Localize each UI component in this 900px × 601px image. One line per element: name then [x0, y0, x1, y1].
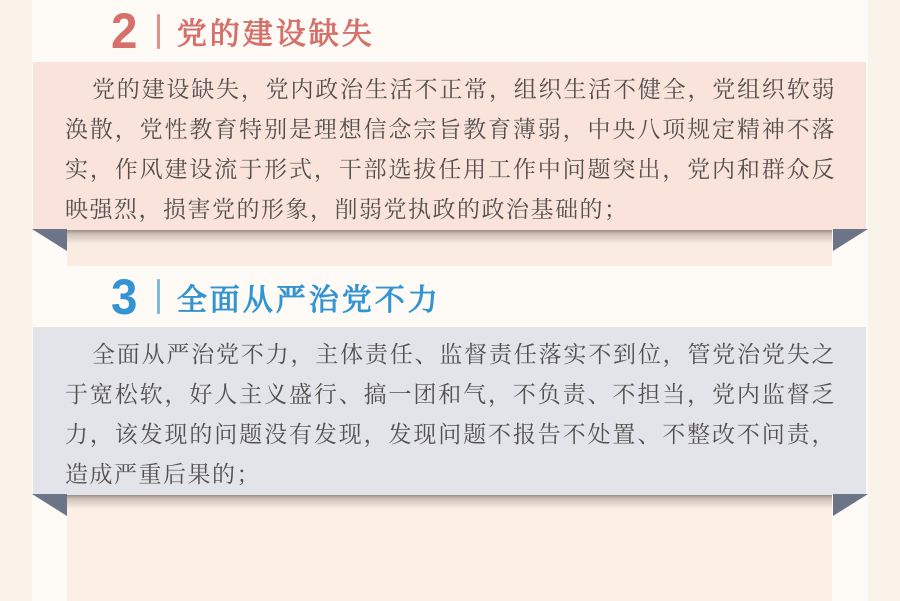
section-2-fold-right-icon	[833, 229, 868, 251]
section-2-textbox	[33, 62, 866, 230]
section-3-title: 全面从严治党不力	[176, 283, 441, 317]
section-2-header	[32, 0, 868, 62]
section-2-ribbon-strip	[67, 230, 832, 266]
section-2-title: 党的建设缺失	[176, 18, 375, 51]
section-3-fold-left-icon	[32, 494, 67, 516]
section-3-ribbon-strip	[67, 495, 832, 601]
section-2-ribbon	[32, 230, 868, 266]
section-3-paragraph: 全面从严治党不力，主体责任、监督责任落实不到位，管党治党失之于宽松软，好人主义盛行、搞一团和气，不负责、不担当，党内监督乏力，该发现的问题没有发现，发现问题不报告不处置、不整改不问责，造成严重后果的；	[65, 342, 836, 487]
section-3-textbox	[33, 327, 866, 495]
section-3-ribbon	[32, 495, 868, 601]
section-3-card	[32, 266, 868, 601]
section-2-fold-left-icon	[32, 229, 67, 251]
section-3-fold-right-icon	[833, 494, 868, 516]
section-2-number: 2	[111, 3, 137, 59]
section-2-paragraph: 党的建设缺失，党内政治生活不正常，组织生活不健全，党组织软弱涣散，党性教育特别是理想信念宗旨教育薄弱，中央八项规定精神不落实，作风建设流于形式，干部选拔任用工作中问题突出，党内和群众反映强烈，损害党的形象，削弱党执政的政治基础的；	[65, 77, 836, 222]
section-2-divider	[157, 14, 160, 49]
section-3-divider	[157, 279, 160, 314]
section-3-header	[32, 266, 868, 327]
section-2-card	[32, 0, 868, 266]
section-3-number: 3	[111, 268, 137, 325]
